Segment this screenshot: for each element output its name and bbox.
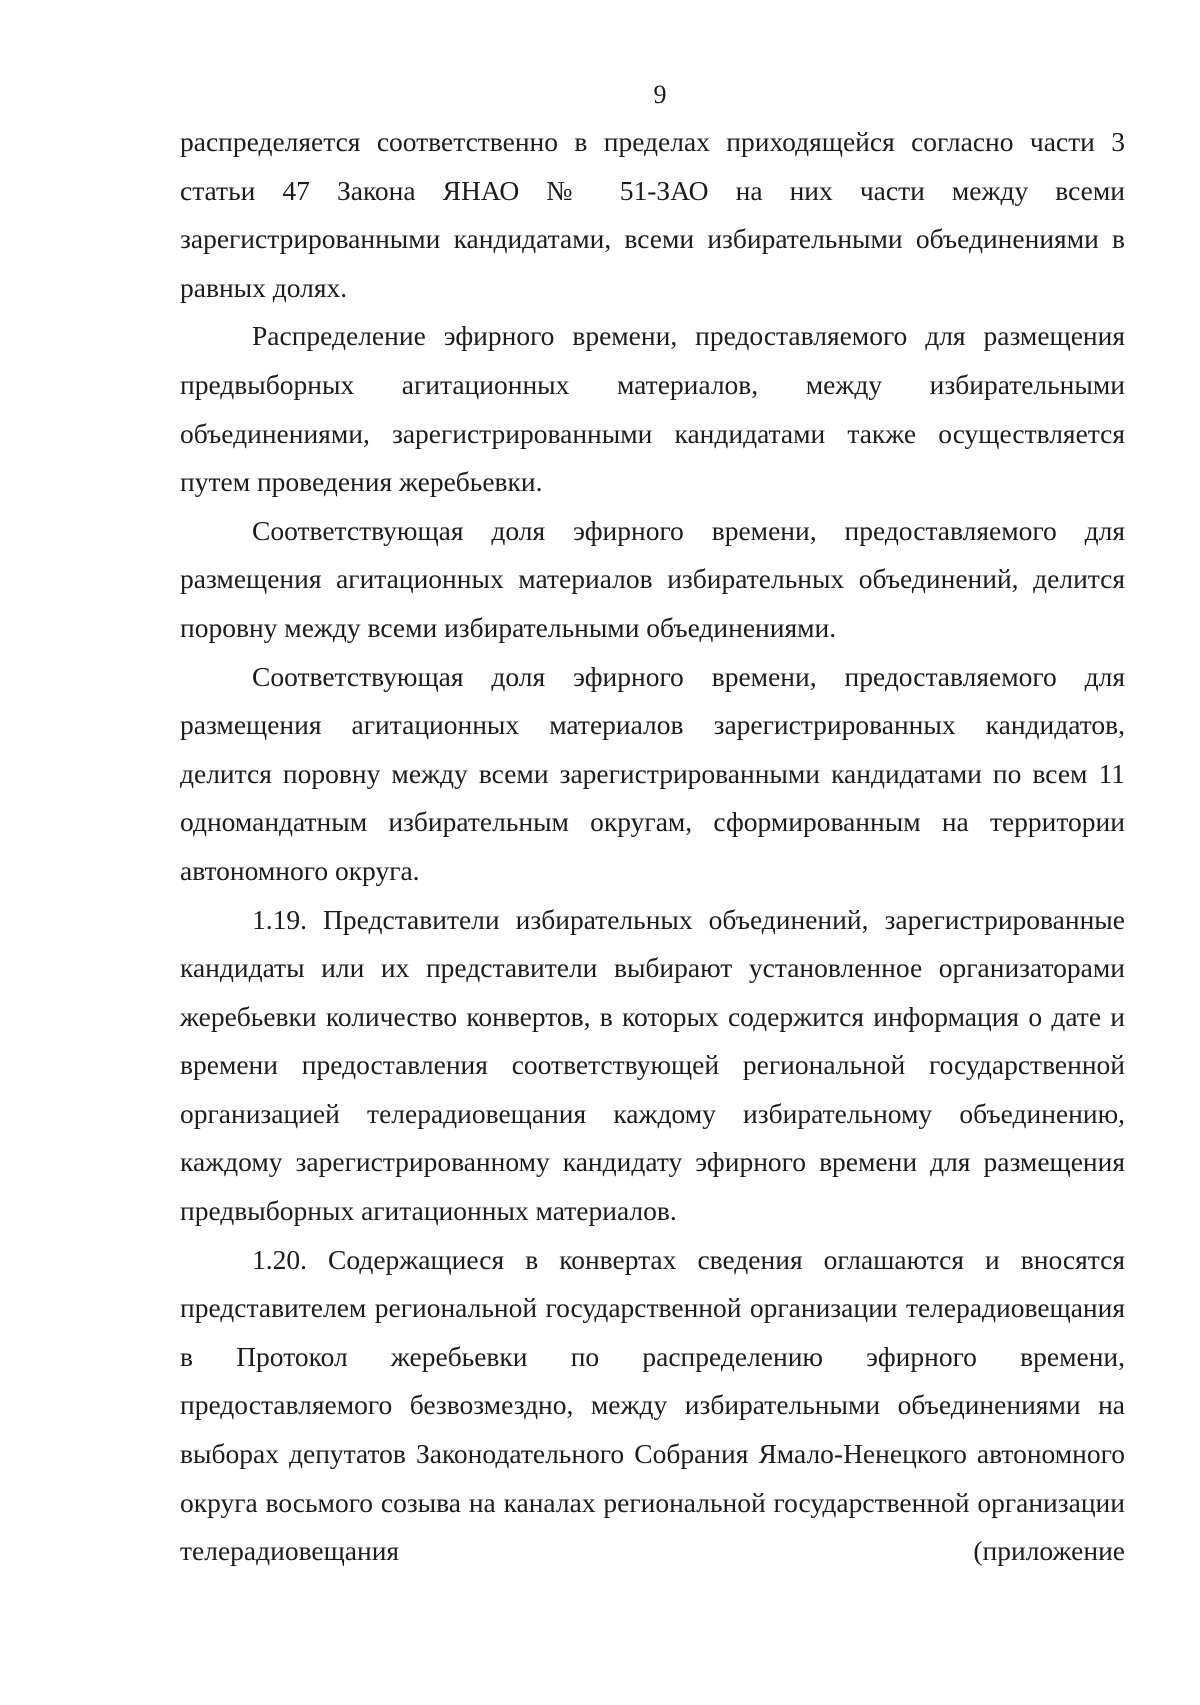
paragraph-clause-1-19: 1.19. Представители избирательных объединений, зарегистрированные кандидаты или их представители выбирают установленное организаторами жеребьевки количество конвертов, в которых содержится информация о дате и времени предоставления соответствующей региональной государственной организацией телерадиовещания каждому избирательному объединению, каждому зарегистрированному кандидату эфирного времени для размещения предвыборных агитационных материалов. bbox=[180, 903, 1125, 1227]
paragraph-party-share: Соответствующая доля эфирного времени, предоставляемого для размещения агитационных материалов избирательных объединений, делится поровну между всеми избирательными объединениями. bbox=[180, 514, 1125, 643]
document-body bbox=[180, 118, 1125, 1576]
page-number: 9 bbox=[653, 80, 667, 109]
paragraph-continuation: распределяется соответственно в пределах приходящейся согласно части 3 статьи 47 Закона ЯНАО № 51-ЗАО на них части между всеми зарегистрированными кандидатами, всеми избирательными объединениями в равных долях. bbox=[180, 126, 1125, 303]
paragraph-clause-1-20: 1.20. Содержащиеся в конвертах сведения оглашаются и вносятся представителем региональной государственной организации телерадиовещания в Протокол жеребьевки по распределению эфирного времени, предоставляемого безвозмездно, между избирательными объединениями на выборах депутатов Законодательного Собрания Ямало-Ненецкого автономного округа восьмого созыва на каналах региональной государственной организации телерадиовещания (приложение bbox=[180, 1243, 1125, 1567]
paragraph-candidate-share: Соответствующая доля эфирного времени, предоставляемого для размещения агитационных материалов зарегистрированных кандидатов, делится поровну между всеми зарегистрированными кандидатами по всем 11 одномандатным избирательным округам, сформированным на территории автономного округа. bbox=[180, 660, 1125, 886]
paragraph-airtime-distribution: Распределение эфирного времени, предоставляемого для размещения предвыборных агитационных материалов, между избирательными объединениями, зарегистрированными кандидатами также осуществляется путем проведения жеребьевки. bbox=[180, 320, 1125, 498]
